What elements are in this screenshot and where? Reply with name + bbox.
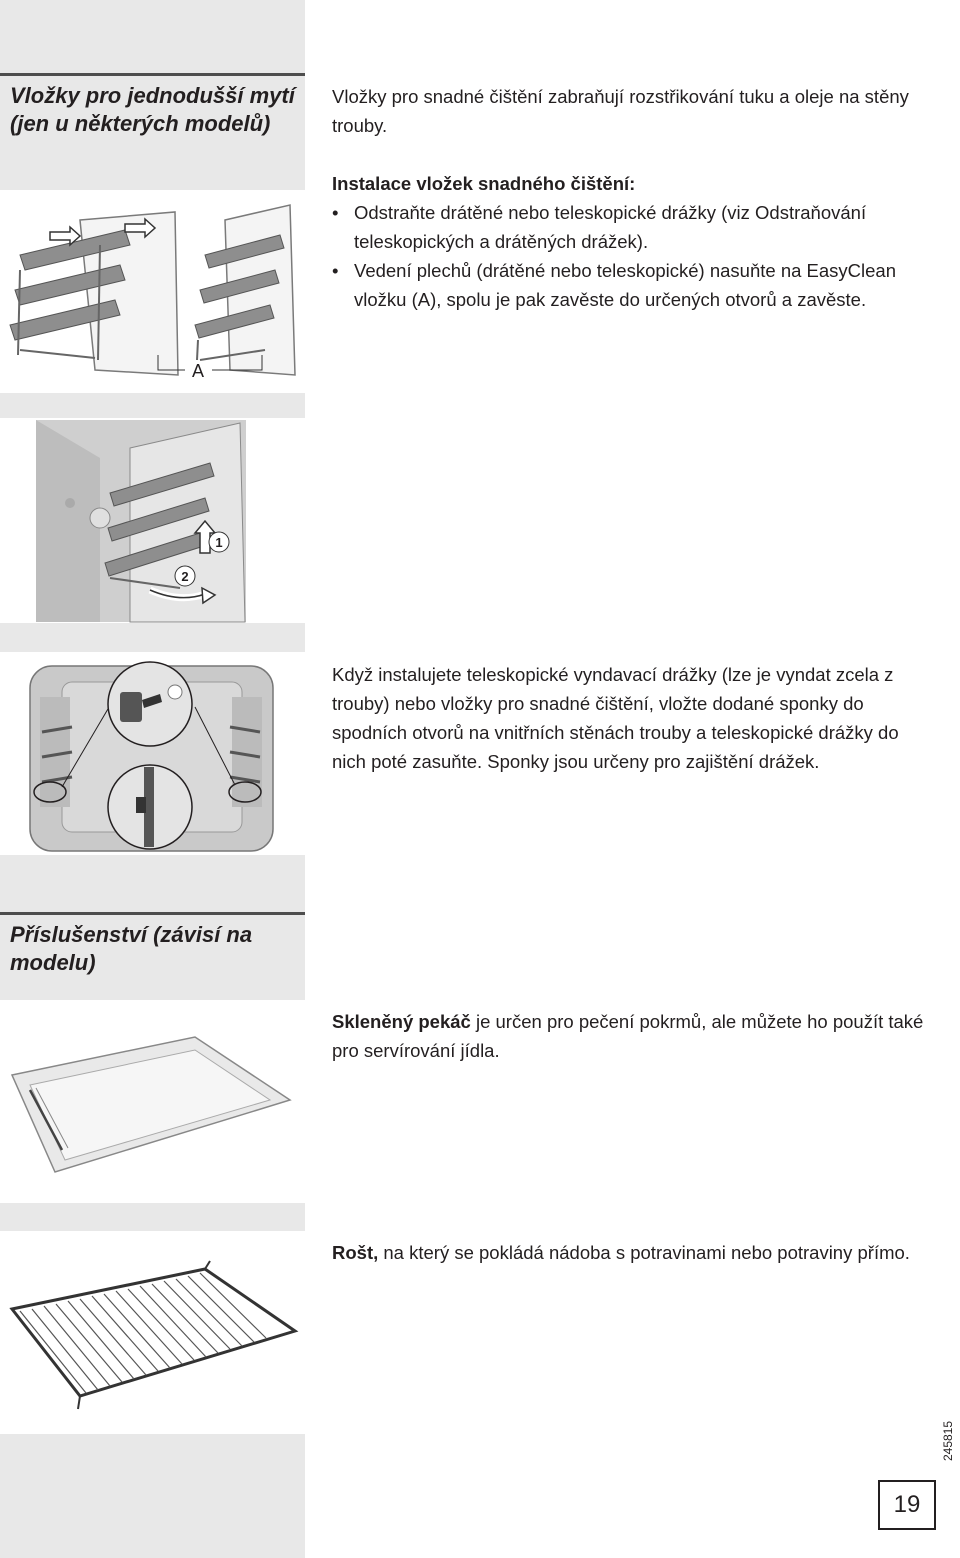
easyclean-insert-illustration (0, 190, 305, 393)
intro-paragraph: Vložky pro snadné čištění zabraňují rozstřikování tuku a oleje na stěny trouby. (332, 86, 909, 136)
page-number: 19 (878, 1480, 936, 1530)
install-title: Instalace vložek snadného čištění: (332, 173, 636, 194)
arrow-label-2: 2 (181, 569, 189, 584)
section1-text (332, 82, 932, 314)
glass-tray-title: Skleněný pekáč (332, 1011, 471, 1032)
install-step: • Vedení plechů (drátěné nebo teleskopické) nasuňte na EasyClean vložku (A), spolu je pak zavěste do určených otvorů a zavěste. (332, 256, 932, 314)
section-heading-easyclean: Vložky pro jednodušší mytí (jen u některých modelů) (10, 83, 295, 136)
glass-tray-illustration (0, 1000, 305, 1203)
glass-tray-text: je určen pro pečení pokrmů, ale můžete ho použít také pro servírování jídla. (332, 1011, 924, 1061)
heading-rule (0, 912, 305, 915)
document-code: 245815 (941, 1420, 955, 1462)
oven-insert-illustration (0, 418, 305, 623)
heading-rule (0, 73, 305, 76)
glass-tray-description (332, 1007, 932, 1065)
wire-rack-text: na který se pokládá nádoba s potravinami nebo potraviny přímo. (378, 1242, 910, 1263)
wire-rack-description (332, 1238, 932, 1267)
figure-label-a: A (191, 361, 205, 381)
arrow-label-1: 1 (215, 535, 223, 550)
wire-rack-title: Rošt, (332, 1242, 379, 1263)
oven-clips-illustration (0, 652, 305, 855)
install-steps (332, 198, 932, 314)
install-step: • Odstraňte drátěné nebo teleskopické drážky (viz Odstraňování teleskopických a drátěných drážek). (332, 198, 932, 256)
section-heading-accessories: Příslušenství (závisí na modelu) (10, 922, 253, 975)
wire-rack-illustration (0, 1231, 305, 1434)
clips-paragraph: Když instalujete teleskopické vyndavací drážky (lze je vyndat zcela z trouby) nebo vložky pro snadné čištění, vložte dodané sponky do spodních otvorů na vnitřních stěnách trouby a teleskopické drážky do nich poté zasuňte. Sponky jsou určeny pro zajištění drážek. (332, 664, 899, 772)
